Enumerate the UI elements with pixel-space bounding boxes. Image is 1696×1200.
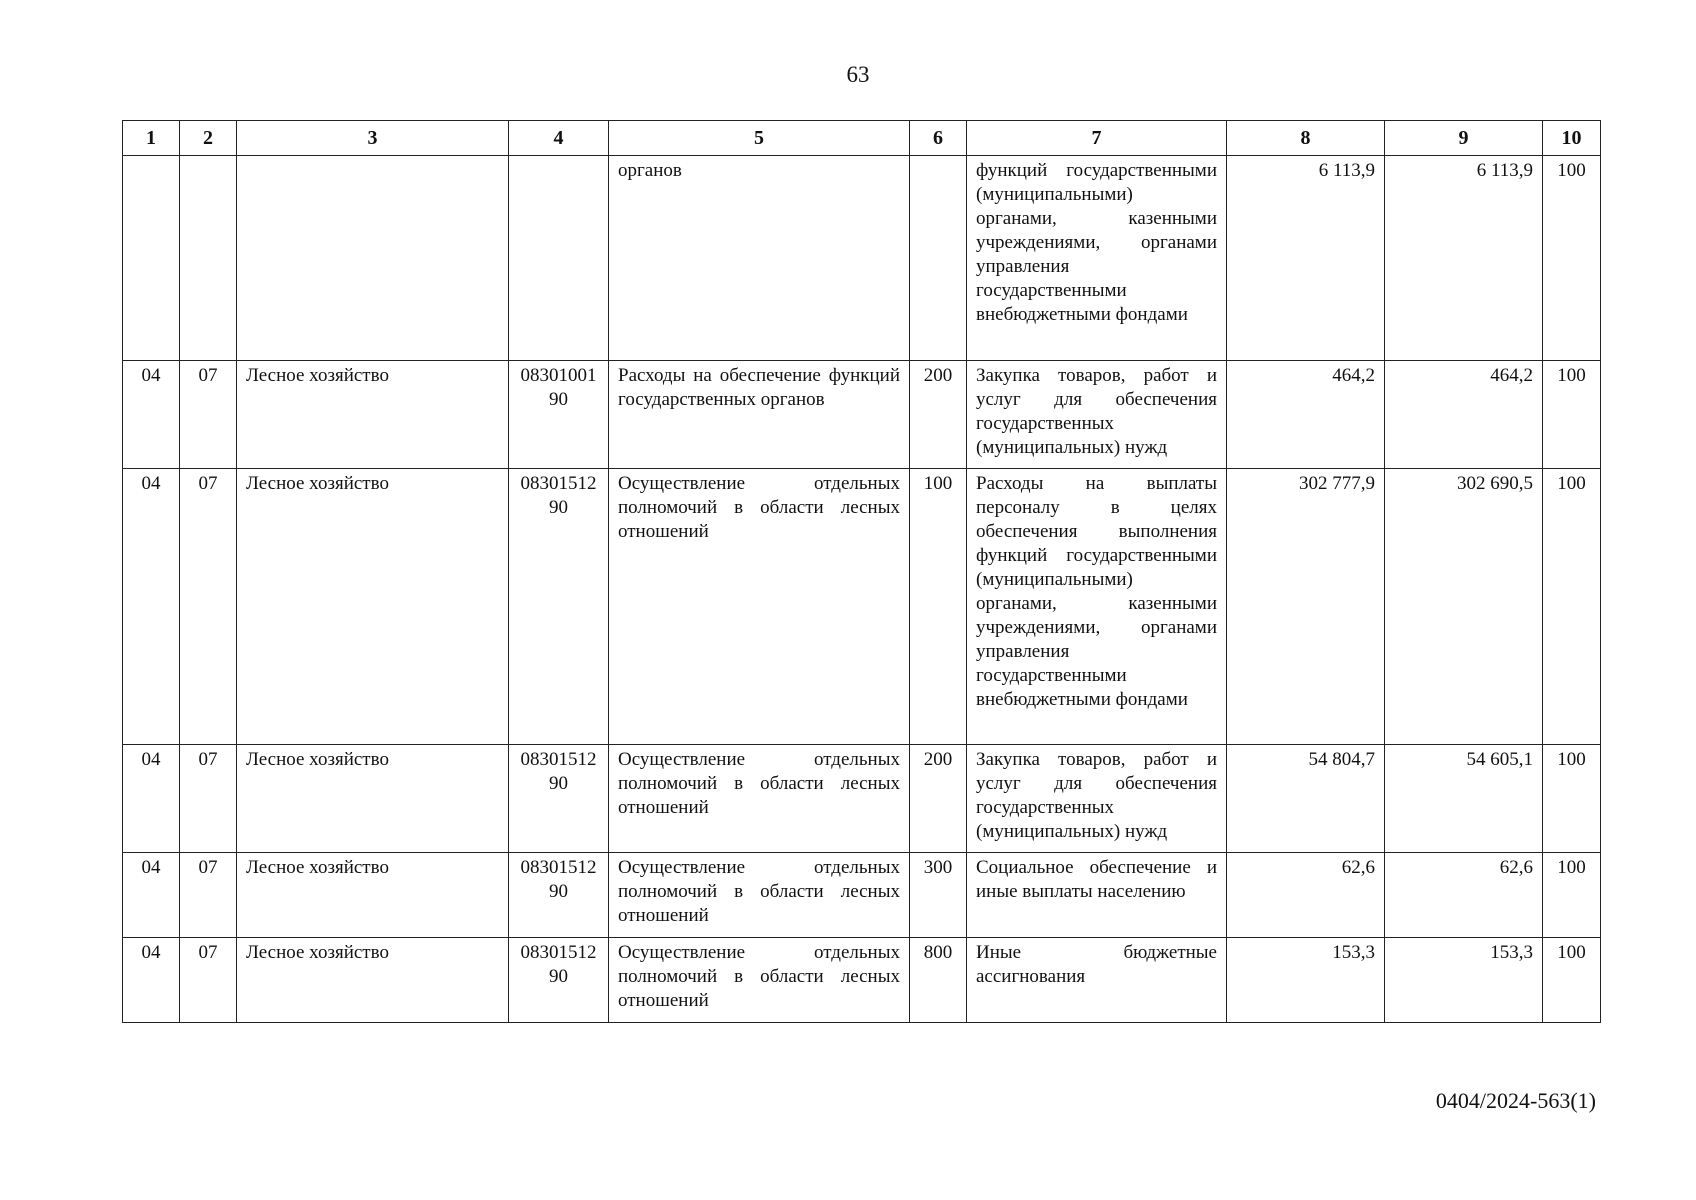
expense-type-name: Закупка товаров, работ и услуг для обеспечения государственных (муниципальных) нужд xyxy=(967,361,1227,469)
subsection-code: 07 xyxy=(180,853,237,938)
target-article-name: Осуществление отдельных полномочий в области лесных отношений xyxy=(609,853,910,938)
target-article-code: 0830151290 xyxy=(509,469,609,745)
budget-table xyxy=(122,120,1601,1023)
target-article-name: Осуществление отдельных полномочий в области лесных отношений xyxy=(609,469,910,745)
executed-amount: 62,6 xyxy=(1385,853,1543,938)
section-name: Лесное хозяйство xyxy=(237,853,509,938)
subsection-code xyxy=(180,156,237,361)
page-number: 63 xyxy=(846,62,870,87)
section-name: Лесное хозяйство xyxy=(237,745,509,853)
target-article-code: 0830100190 xyxy=(509,361,609,469)
execution-percent: 100 xyxy=(1543,469,1601,745)
column-header-10: 10 xyxy=(1543,121,1601,156)
column-header-2: 2 xyxy=(180,121,237,156)
table-body xyxy=(123,156,1601,1023)
column-header-5: 5 xyxy=(609,121,910,156)
column-header-6: 6 xyxy=(910,121,967,156)
target-article-code: 0830151290 xyxy=(509,745,609,853)
expense-type-code: 200 xyxy=(910,745,967,853)
table-row xyxy=(123,745,1601,853)
executed-amount: 464,2 xyxy=(1385,361,1543,469)
header-row xyxy=(123,121,1601,156)
planned-amount: 54 804,7 xyxy=(1227,745,1385,853)
table-row xyxy=(123,938,1601,1023)
execution-percent: 100 xyxy=(1543,853,1601,938)
expense-type-code: 300 xyxy=(910,853,967,938)
expense-type-name: Социальное обеспечение и иные выплаты населению xyxy=(967,853,1227,938)
planned-amount: 153,3 xyxy=(1227,938,1385,1023)
table-row xyxy=(123,361,1601,469)
table-row xyxy=(123,853,1601,938)
section-code: 04 xyxy=(123,361,180,469)
executed-amount: 54 605,1 xyxy=(1385,745,1543,853)
expense-type-name: Иные бюджетные ассигнования xyxy=(967,938,1227,1023)
execution-percent: 100 xyxy=(1543,156,1601,361)
target-article-name: Расходы на обеспечение функций государственных органов xyxy=(609,361,910,469)
planned-amount: 62,6 xyxy=(1227,853,1385,938)
document-code: 0404/2024-563(1) xyxy=(1435,1088,1596,1113)
expense-type-code xyxy=(910,156,967,361)
section-code: 04 xyxy=(123,853,180,938)
section-code: 04 xyxy=(123,469,180,745)
expense-type-code: 800 xyxy=(910,938,967,1023)
column-header-7: 7 xyxy=(967,121,1227,156)
column-header-8: 8 xyxy=(1227,121,1385,156)
section-name: Лесное хозяйство xyxy=(237,469,509,745)
planned-amount: 302 777,9 xyxy=(1227,469,1385,745)
column-header-9: 9 xyxy=(1385,121,1543,156)
section-name: Лесное хозяйство xyxy=(237,361,509,469)
subsection-code: 07 xyxy=(180,361,237,469)
subsection-code: 07 xyxy=(180,938,237,1023)
target-article-code: 0830151290 xyxy=(509,853,609,938)
executed-amount: 6 113,9 xyxy=(1385,156,1543,361)
section-code xyxy=(123,156,180,361)
table-row xyxy=(123,156,1601,361)
column-header-3: 3 xyxy=(237,121,509,156)
section-code: 04 xyxy=(123,938,180,1023)
expense-type-code: 200 xyxy=(910,361,967,469)
execution-percent: 100 xyxy=(1543,938,1601,1023)
section-code: 04 xyxy=(123,745,180,853)
planned-amount: 464,2 xyxy=(1227,361,1385,469)
expense-type-code: 100 xyxy=(910,469,967,745)
section-name xyxy=(237,156,509,361)
section-name: Лесное хозяйство xyxy=(237,938,509,1023)
expense-type-name: Расходы на выплаты персоналу в целях обеспечения выполнения функций государственными (муниципальными) органами, казенными учреждениями, органами управления государственными внебюджетными фондами xyxy=(967,469,1227,745)
expense-type-name: Закупка товаров, работ и услуг для обеспечения государственных (муниципальных) нужд xyxy=(967,745,1227,853)
executed-amount: 302 690,5 xyxy=(1385,469,1543,745)
execution-percent: 100 xyxy=(1543,745,1601,853)
table-header xyxy=(123,121,1601,156)
subsection-code: 07 xyxy=(180,745,237,853)
table-row xyxy=(123,469,1601,745)
executed-amount: 153,3 xyxy=(1385,938,1543,1023)
expense-type-name: функций государственными (муниципальными) органами, казенными учреждениями, органами управления государственными внебюджетными фондами xyxy=(967,156,1227,361)
planned-amount: 6 113,9 xyxy=(1227,156,1385,361)
target-article-code: 0830151290 xyxy=(509,938,609,1023)
target-article-name: органов xyxy=(609,156,910,361)
execution-percent: 100 xyxy=(1543,361,1601,469)
column-header-1: 1 xyxy=(123,121,180,156)
subsection-code: 07 xyxy=(180,469,237,745)
target-article-name: Осуществление отдельных полномочий в области лесных отношений xyxy=(609,938,910,1023)
column-header-4: 4 xyxy=(509,121,609,156)
target-article-code xyxy=(509,156,609,361)
target-article-name: Осуществление отдельных полномочий в области лесных отношений xyxy=(609,745,910,853)
